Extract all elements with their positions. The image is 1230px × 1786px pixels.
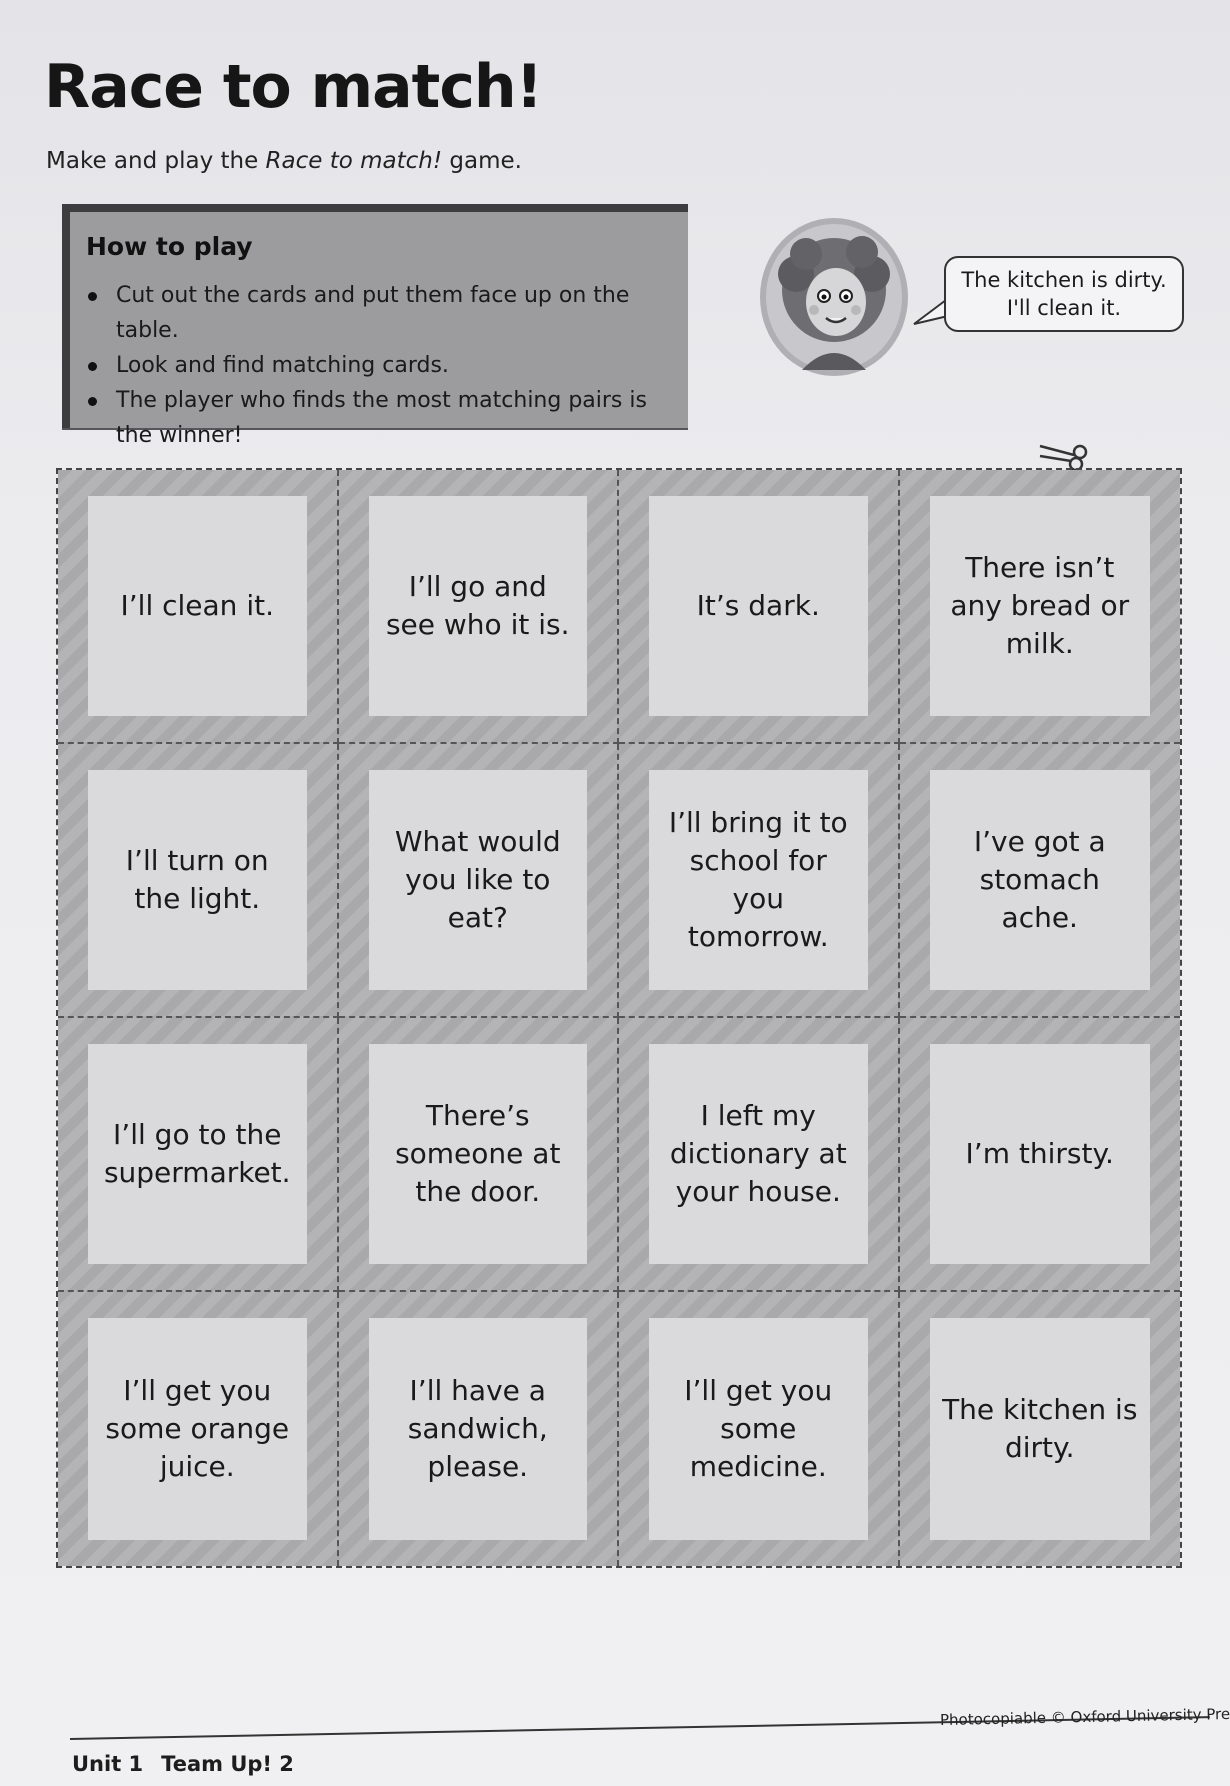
card-text: I’ll go and see who it is. (369, 496, 588, 716)
card-text: I’m thirsty. (930, 1044, 1151, 1264)
card-text: I’ll go to the supermarket. (88, 1044, 307, 1264)
card-text: I’ll turn on the light. (88, 770, 307, 990)
page-title: Race to match! (44, 52, 542, 122)
card-text: It’s dark. (649, 496, 868, 716)
how-to-play-item: The player who finds the most matching pairs is the winner! (116, 383, 676, 453)
card-text: There’s someone at the door. (369, 1044, 588, 1264)
card-text: The kitchen is dirty. (930, 1318, 1151, 1540)
card[interactable] (619, 1292, 900, 1566)
card[interactable] (339, 470, 620, 744)
instructions-line (46, 148, 522, 174)
book-title: Team Up! 2 (161, 1752, 294, 1776)
card[interactable] (900, 470, 1181, 744)
how-to-play-item: Look and find matching cards. (116, 348, 676, 383)
speech-bubble (944, 256, 1184, 332)
footer-unit (72, 1752, 294, 1776)
speech-bubble-line: The kitchen is dirty. (961, 268, 1167, 292)
card-text: I’ll have a sandwich, please. (369, 1318, 588, 1540)
card[interactable] (339, 1018, 620, 1292)
card[interactable] (900, 1292, 1181, 1566)
card-text: I’ll get you some medicine. (649, 1318, 868, 1540)
card[interactable] (58, 1292, 339, 1566)
card[interactable] (900, 1018, 1181, 1292)
card[interactable] (619, 744, 900, 1018)
card[interactable] (58, 1018, 339, 1292)
card[interactable] (339, 744, 620, 1018)
how-to-play-list (76, 278, 676, 453)
how-to-play-heading: How to play (86, 232, 253, 261)
card[interactable] (619, 470, 900, 744)
unit-label: Unit 1 (72, 1752, 144, 1776)
subtitle-text-end: game. (442, 148, 522, 174)
card[interactable] (900, 744, 1181, 1018)
card-text: There isn’t any bread or milk. (930, 496, 1151, 716)
speech-bubble-line: I'll clean it. (1006, 296, 1122, 320)
card-text: What would you like to eat? (369, 770, 588, 990)
card-text: I’ve got a stomach ache. (930, 770, 1151, 990)
card-text: I’ll clean it. (88, 496, 307, 716)
subtitle-game-name: Race to match! (265, 148, 443, 174)
subtitle-text-start: Make and play the (46, 148, 266, 174)
copyright-notice: Photocopiable © Oxford University Pre (939, 1704, 1230, 1730)
how-to-play-item: Cut out the cards and put them face up on the table. (116, 278, 676, 348)
card-text: I left my dictionary at your house. (649, 1044, 868, 1264)
cards-grid (56, 468, 1182, 1568)
card-text: I’ll bring it to school for you tomorrow. (649, 770, 868, 990)
card[interactable] (58, 470, 339, 744)
card[interactable] (339, 1292, 620, 1566)
girl-avatar-icon (760, 218, 908, 376)
card[interactable] (58, 744, 339, 1018)
how-to-play-box (62, 204, 688, 448)
card-text: I’ll get you some orange juice. (88, 1318, 307, 1540)
card[interactable] (619, 1018, 900, 1292)
cards-sheet (56, 468, 1182, 1568)
